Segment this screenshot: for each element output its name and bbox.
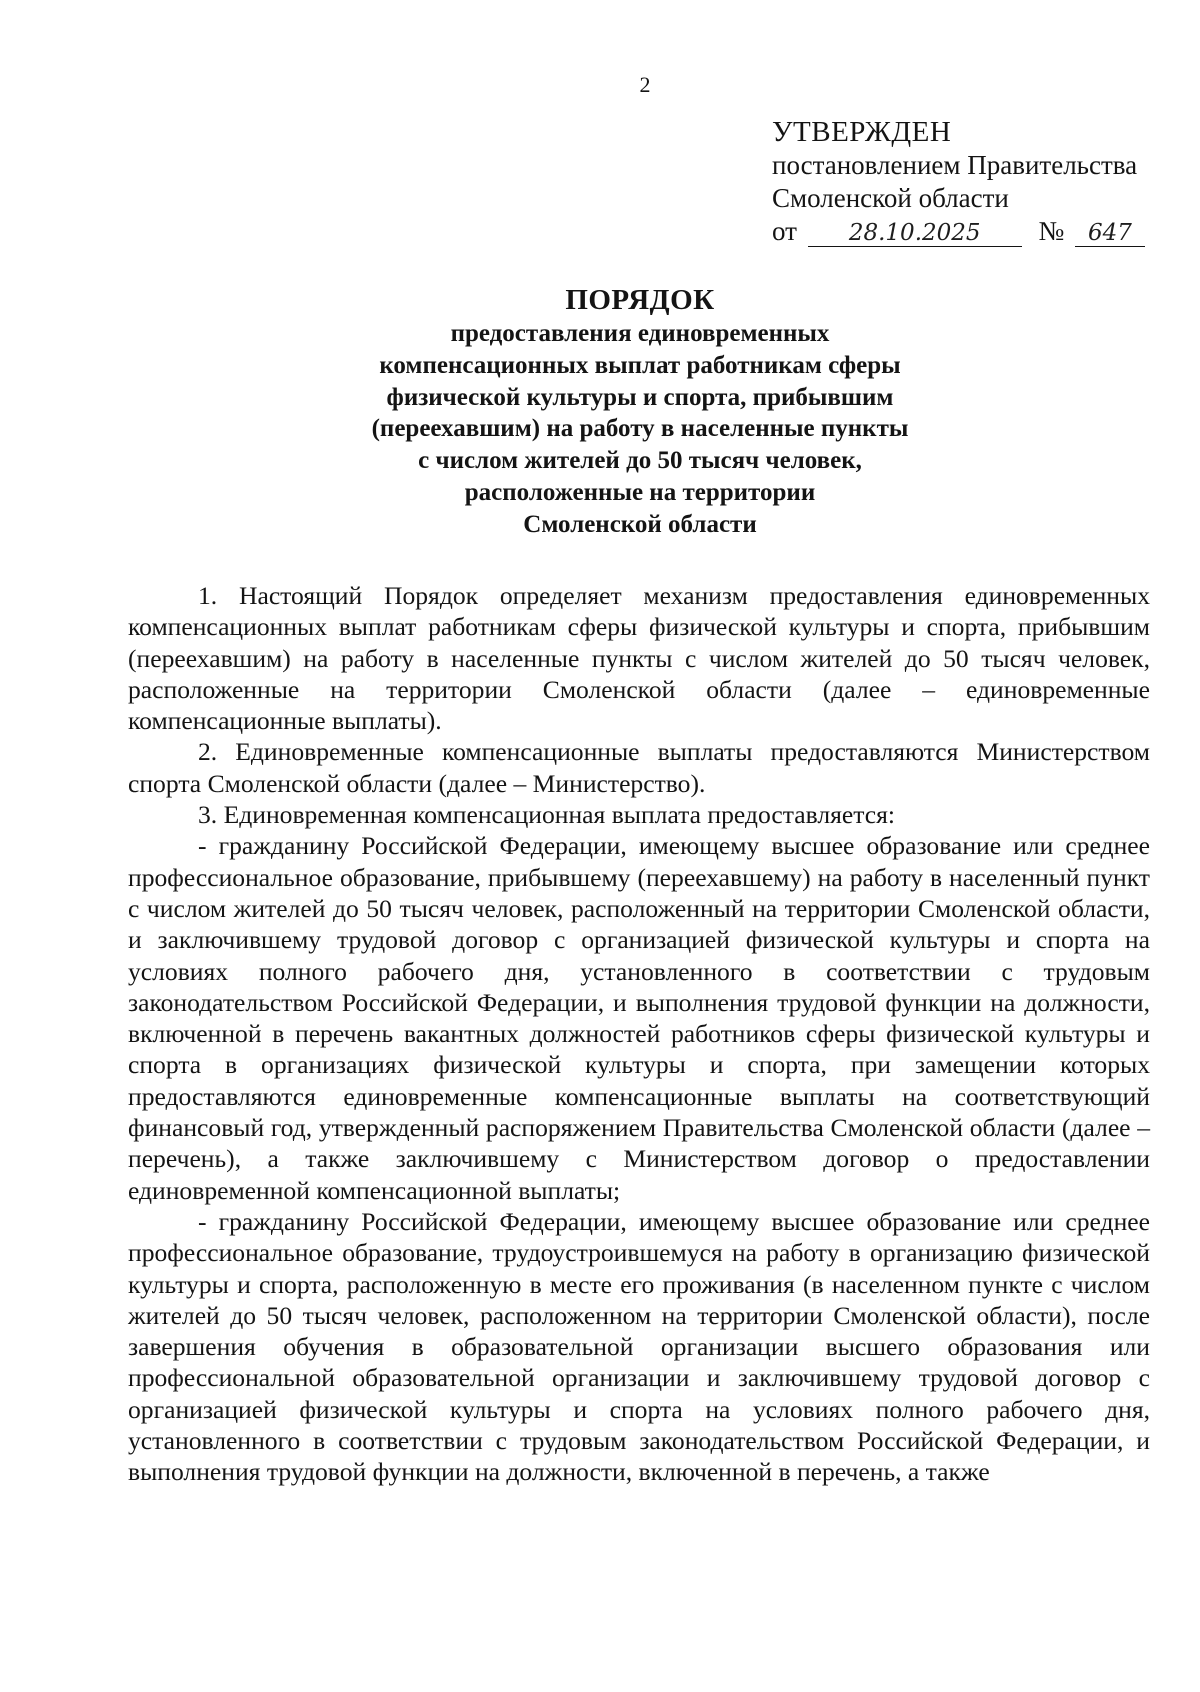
subtitle-line: с числом жителей до 50 тысяч человек, xyxy=(418,447,862,475)
paragraph-2: 2. Единовременные компенсационные выплаты предоставляются Министерством спорта Смоленской области (далее – Министерство). xyxy=(128,737,1150,798)
subtitle-line: компенсационных выплат работникам сферы xyxy=(379,351,901,379)
approval-stamp-block xyxy=(772,116,1172,248)
subtitle-line: Смоленской области xyxy=(523,510,757,538)
date-prefix: от xyxy=(772,216,797,246)
page-number: 2 xyxy=(639,72,651,97)
subtitle-line: физической культуры и спорта, прибывшим xyxy=(386,383,894,411)
document-title: ПОРЯДОК xyxy=(565,284,715,316)
handwritten-number: 647 xyxy=(1075,220,1145,247)
paragraph-3-item-1: - гражданину Российской Федерации, имеющему высшее образование или среднее профессиональное образование, прибывшему (переехавшему) на работу в населенный пункт с числом жителей до 50 тысяч человек, расположенный на территории Смоленской области, и заключившему трудовой договор с организацией физической культуры и спорта на условиях полного рабочего дня, установленного в соответствии с трудовым законодательством Российской Федерации, и выполнения трудовой функции на должности, включенной в перечень вакантных должностей работников сферы физической культуры и спорта в организациях физической культуры и спорта, при замещении которых предоставляются единовременные компенсационные выплаты на соответствующий финансовый год, утвержденный распоряжением Правительства Смоленской области (далее – перечень), а также заключившему с Министерством договор о предоставлении единовременной компенсационной выплаты; xyxy=(128,831,1150,1205)
paragraph-3: 3. Единовременная компенсационная выплата предоставляется: xyxy=(198,800,895,830)
approval-date-number-line xyxy=(772,215,1172,248)
paragraph-3-item-2: - гражданину Российской Федерации, имеющему высшее образование или среднее профессиональное образование, трудоустроившемуся на работу в организацию физической культуры и спорта, расположенную в месте его проживания (в населенном пункте с числом жителей до 50 тысяч человек, расположенном на территории Смоленской области), после завершения обучения в образовательной организации высшего образования или профессиональной образовательной организации и заключившему трудовой договор с организацией физической культуры и спорта на условиях полного рабочего дня, установленного в соответствии с трудовым законодательством Российской Федерации, и выполнения трудовой функции на должности, включенной в перечень, а также xyxy=(128,1206,1150,1487)
subtitle-line: предоставления единовременных xyxy=(450,320,830,347)
paragraph-1: 1. Настоящий Порядок определяет механизм предоставления единовременных компенсационных выплат работникам сферы физической культуры и спорта, прибывшим (переехавшим) на работу в населенные пункты с числом жителей до 50 тысяч человек, расположенные на территории Смоленской области (далее – единовременные компенсационные выплаты). xyxy=(128,581,1150,736)
approval-line-2: Смоленской области xyxy=(772,183,1009,213)
approved-heading: УТВЕРЖДЕН xyxy=(772,116,952,148)
approval-line-1: постановлением Правительства xyxy=(772,150,1138,180)
subtitle-line: (переехавшим) на работу в населенные пункты xyxy=(371,415,909,443)
handwritten-date: 28.10.2025 xyxy=(808,220,1022,247)
number-prefix: № xyxy=(1038,216,1065,246)
document-title-block xyxy=(245,282,1035,541)
document-body xyxy=(128,580,1150,1488)
subtitle-line: расположенные на территории xyxy=(464,478,816,506)
